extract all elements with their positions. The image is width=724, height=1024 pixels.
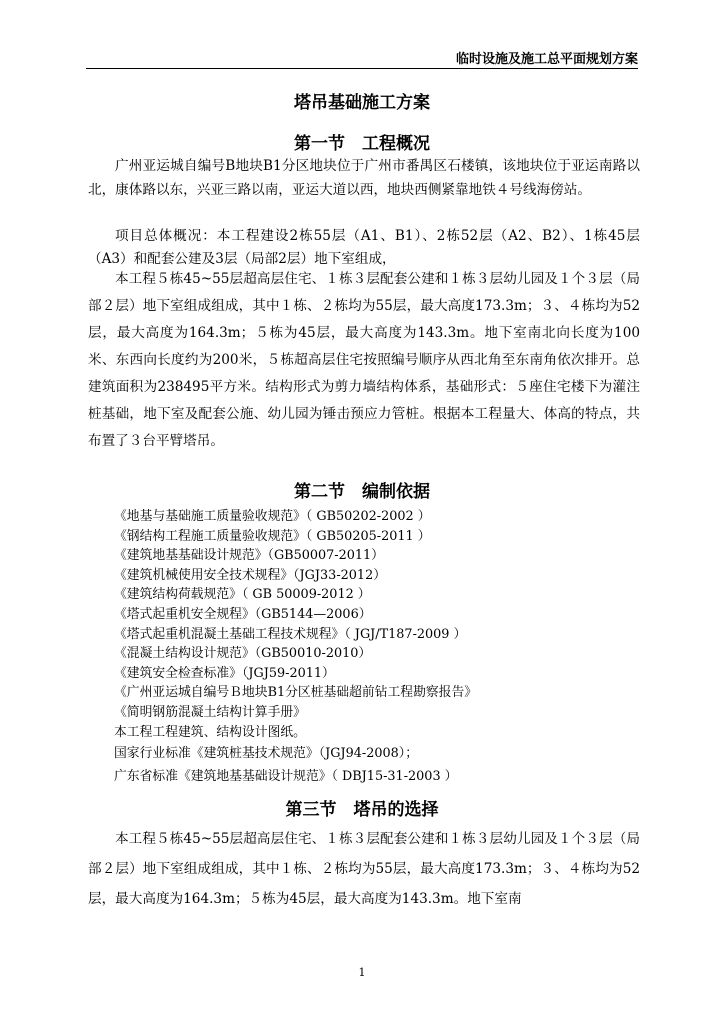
section-1-title: 第一节 工程概况 <box>294 134 430 154</box>
section-3-paragraph-1: 本工程５栋45~55层超高层住宅、１栋３层配套公建和１栋３层幼儿园及１个３层（局部２层）地下室组成组成，其中１栋、２栋均为55层，最大高度173.3m；３、４栋均为52层，最大高度为164.3m；５栋为45层，最大高度为143.3m。地下室南 <box>88 831 640 907</box>
document-title: 塔吊基础施工方案 <box>294 93 430 113</box>
reference-item: 《建筑结构荷载规范》（ GB 50009-2012 ） <box>114 587 371 603</box>
reference-list <box>114 507 477 788</box>
reference-item: 《塔式起重机安全规程》（GB5144—2006） <box>114 606 372 622</box>
reference-item: 广东省标准《建筑地基基础设计规范》（ DBJ15-31-2003 ） <box>114 769 458 785</box>
section-1-paragraph-2: 项目总体概况：本工程建设2栋55层（A1、B1）、2栋52层（A2、B2）、1栋45层（A3）和配套公建及3层（局部2层）地下室组成， <box>88 228 640 267</box>
reference-item: 国家行业标准《建筑桩基技术规范》（JGJ94-2008）； <box>114 746 418 762</box>
reference-item: 《钢结构工程施工质量验收规范》（ GB50205-2011 ） <box>114 528 431 544</box>
section-3-title: 第三节 塔吊的选择 <box>285 800 439 820</box>
running-header-title: 临时设施及施工总平面规划方案 <box>455 52 638 67</box>
reference-item: 《简明钢筋混凝土结构计算手册》 <box>114 704 306 720</box>
reference-item: 《塔式起重机混凝土基础工程技术规程》（ JGJ/T187-2009 ） <box>114 626 467 642</box>
reference-item: 《广州亚运城自编号Ｂ地块B1分区桩基础超前钻工程勘察报告》 <box>114 685 478 701</box>
reference-item: 《建筑地基基础设计规范》（GB50007-2011） <box>114 548 384 564</box>
section-2-title: 第二节 编制依据 <box>294 482 430 502</box>
reference-item: 《建筑安全检查标准》（JGJ59-2011） <box>114 665 335 681</box>
section-1-paragraph-1: 广州亚运城自编号B地块B1分区地块位于广州市番禺区石楼镇，该地块位于亚运南路以北，康体路以东，兴亚三路以南，亚运大道以西，地块西侧紧靠地铁４号线海傍站。 <box>88 158 640 198</box>
section-1-paragraph-3: 本工程５栋45~55层超高层住宅、１栋３层配套公建和１栋３层幼儿园及１个３层（局部２层）地下室组成组成，其中１栋、２栋均为55层，最大高度173.3m；３、４栋均为52层，最大高度为164.3m；５栋为45层，最大高度为143.3m。地下室南北向长度为100米、东西向长度约为200米，５栋超高层住宅按照编号顺序从西北角至东南角依次排开。总建筑面积为238495平方米。结构形式为剪力墙结构体系，基础形式：５座住宅楼下为灌注桩基础，地下室及配套公施、幼儿园为锤击预应力管桩。根据本工程量大、体高的特点，共布置了３台平臂塔吊。 <box>88 271 640 449</box>
reference-item: 《建筑机械使用安全技术规程》（JGJ33-2012） <box>114 567 387 583</box>
reference-item: 《混凝土结构设计规范》（GB50010-2010） <box>114 646 372 662</box>
page-number: 1 <box>358 966 366 979</box>
header-divider <box>86 68 638 69</box>
reference-item: 本工程工程建筑、结构设计图纸。 <box>114 724 306 740</box>
reference-item: 《地基与基础施工质量验收规范》（ GB50202-2002 ） <box>114 509 431 524</box>
